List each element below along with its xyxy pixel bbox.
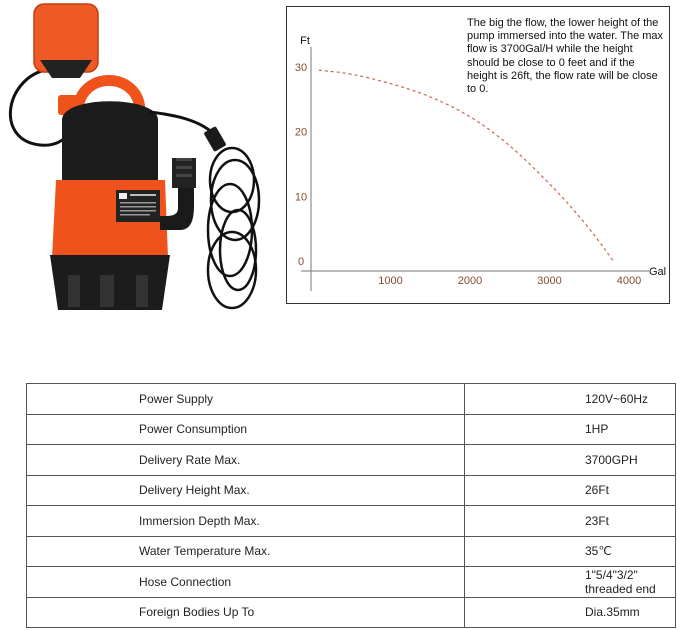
- spec-value: 35℃: [465, 536, 676, 567]
- spec-label: Power Supply: [27, 384, 465, 415]
- x-tick-labels: [378, 275, 641, 287]
- spec-table: [26, 383, 676, 628]
- spec-label: Delivery Rate Max.: [27, 445, 465, 476]
- table-row: [27, 597, 676, 628]
- spec-label: Hose Connection: [27, 567, 465, 598]
- x-axis-label: Gal: [649, 266, 667, 278]
- spec-value: 1HP: [465, 414, 676, 445]
- y-tick-label: 20: [294, 126, 308, 139]
- spec-value: 120V~60Hz: [465, 384, 676, 415]
- spec-label: Foreign Bodies Up To: [27, 597, 465, 628]
- performance-chart: [286, 6, 670, 304]
- series-layer: [319, 70, 613, 261]
- pump-top-housing: [62, 101, 158, 185]
- x-tick-label: 3000: [537, 275, 562, 287]
- spec-value: 23Ft: [465, 506, 676, 537]
- spec-value: Dia.35mm: [465, 597, 676, 628]
- spec-value: 1"5/4"3/2" threaded end: [465, 567, 676, 598]
- y-tick-label: 10: [294, 191, 308, 204]
- chart-annotation: The big the flow, the lower height of the pump immersed into the water. The max flow is 3700Gal/H while the height should be close to 0 feet and if the height is 26ft, the flow rate will be close to 0.: [467, 17, 664, 96]
- spec-label: Power Consumption: [27, 414, 465, 445]
- y-tick-labels: [295, 62, 307, 268]
- spec-value: 3700GPH: [465, 445, 676, 476]
- spec-label: Immersion Depth Max.: [27, 506, 465, 537]
- table-row: [27, 506, 676, 537]
- cord-coil: [208, 148, 259, 308]
- spec-label: Delivery Height Max.: [27, 475, 465, 506]
- spec-value: 26Ft: [465, 475, 676, 506]
- pump-product-image: [0, 0, 270, 325]
- table-row: [27, 475, 676, 506]
- x-tick-label: 4000: [616, 275, 642, 287]
- spec-label: Water Temperature Max.: [27, 536, 465, 567]
- table-row: [27, 384, 676, 415]
- table-row: [27, 536, 676, 567]
- x-tick-label: 2000: [457, 275, 483, 287]
- power-cord: [150, 112, 215, 135]
- table-row: [27, 445, 676, 476]
- x-tick-label: 1000: [378, 275, 403, 287]
- y-axis-label: Ft: [300, 35, 310, 47]
- spec-table-body: [27, 384, 676, 628]
- y-tick-label: 30: [294, 62, 308, 74]
- y-tick-label: 0: [297, 256, 305, 268]
- table-row: [27, 567, 676, 598]
- performance-curve: [319, 70, 613, 261]
- table-row: [27, 414, 676, 445]
